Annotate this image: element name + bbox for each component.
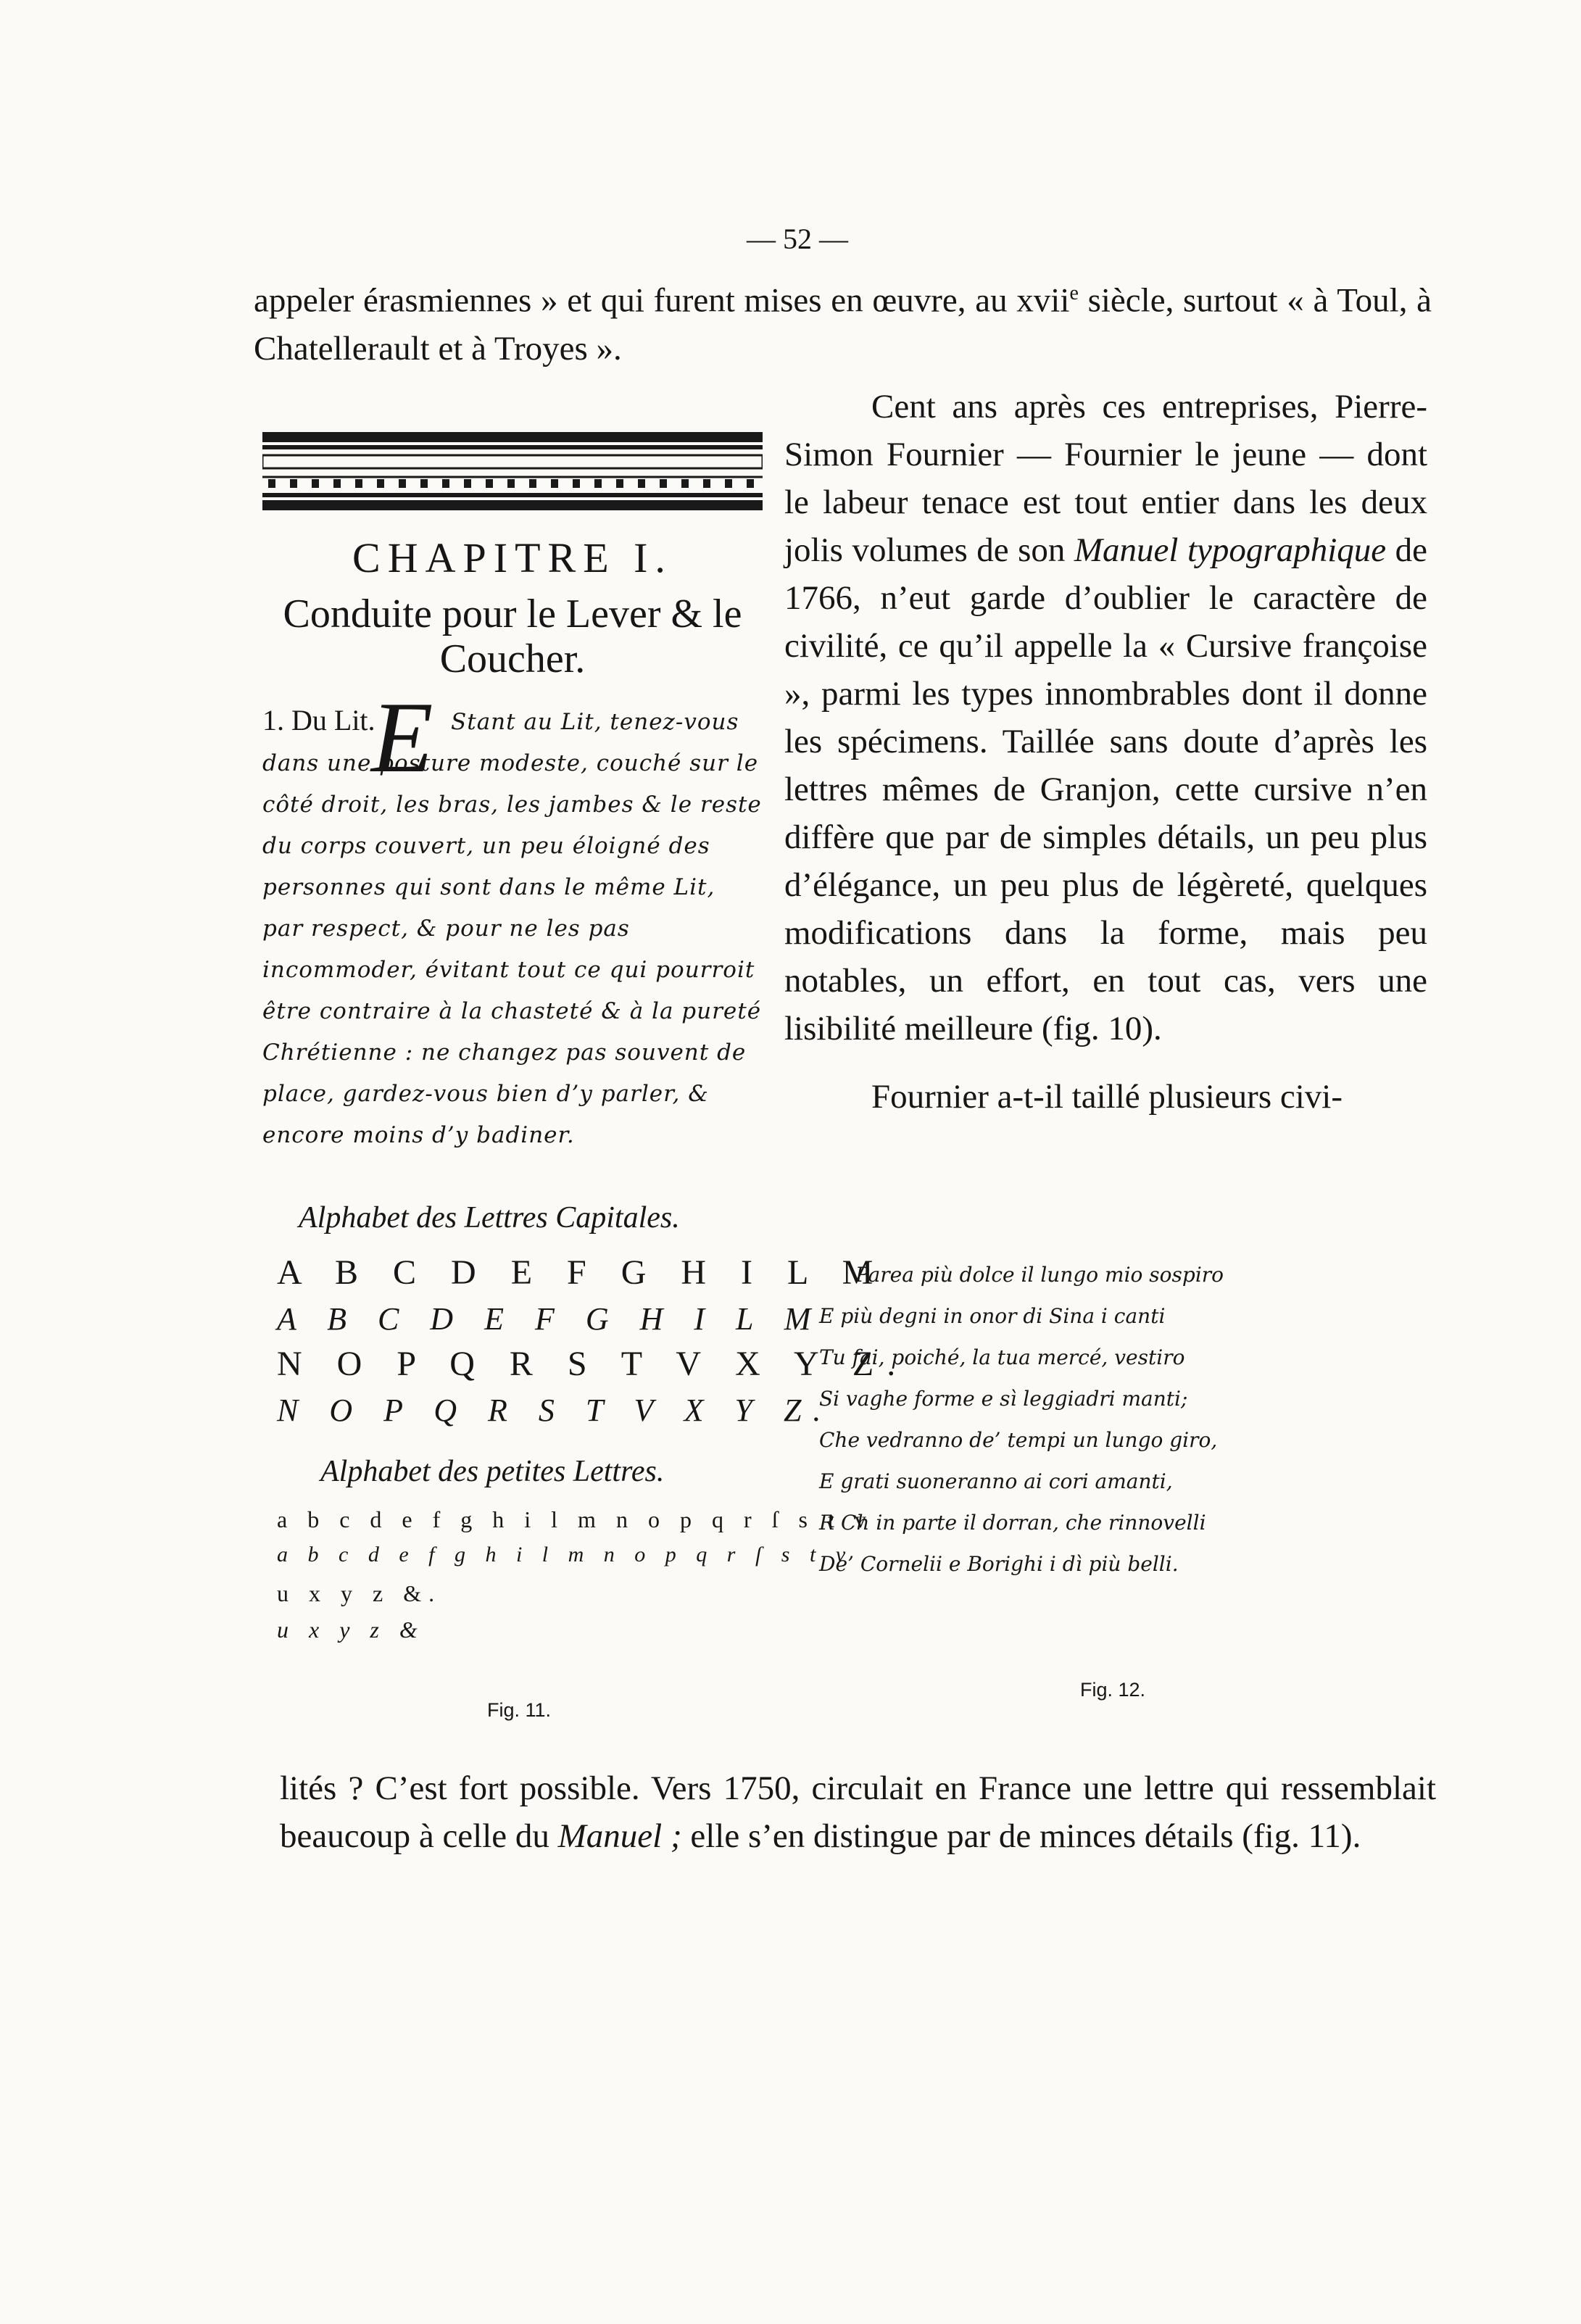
verse-line: Si vaghe forme e sì leggiadri manti; (819, 1387, 1188, 1411)
closing-paragraph (280, 1764, 1436, 1860)
page-number: — 52 — (747, 223, 848, 255)
capitals-row-1: A B C D E F G H I L M (277, 1253, 887, 1292)
figure-12-verse (819, 1254, 1421, 1585)
figure-11-caption: Fig. 11. (487, 1699, 552, 1721)
small-letters-row-2: u x y z &. (277, 1580, 442, 1606)
chapter-subtitle: Conduite pour le Lever & le Coucher. (283, 592, 742, 681)
small-letters-row-1: a b c d e f g h i l m n o p q r ſ s t v (277, 1506, 874, 1532)
right-paragraph-2: Fournier a-t-il taillé plusieurs civi- (871, 1078, 1343, 1116)
capitals-row-2-civilite: N O P Q R S T V X Y Z. (277, 1393, 833, 1428)
verse-line: Tu fai, poiché, la tua mercé, vestiro (819, 1345, 1185, 1369)
verse-line: R Ch in parte il dorran, che rinnovelli (819, 1511, 1206, 1535)
figure-12 (819, 1254, 1421, 1703)
small-letters-row-2-civilite: u x y z & (277, 1617, 425, 1643)
capitals-row-2: N O P Q R S T V X Y Z. (277, 1345, 909, 1383)
verse-line: E più degni in onor di Sina i canti (819, 1304, 1166, 1328)
drop-cap: E (371, 681, 433, 794)
section-label: 1. Du Lit. (262, 704, 375, 736)
intro-superscript: e (1069, 282, 1079, 304)
verse-line: De’ Cornelii e Borighi i dì più belli. (819, 1552, 1179, 1576)
right-paragraph-1 (784, 383, 1427, 1053)
right-column (784, 383, 1427, 1141)
verse-line: Che vedranno de’ tempi un lungo giro, (819, 1428, 1218, 1452)
chapter-title: CHAPITRE I. (352, 534, 673, 581)
p1-italic-title: Manuel typographique (1074, 531, 1387, 569)
small-letters-row-1-civilite: a b c d e f g h i l m n o p q r ſ s t v (277, 1543, 853, 1566)
small-letters-heading: Alphabet des petites Lettres. (320, 1455, 665, 1488)
verse-line: E grati suoneranno ai cori amanti, (819, 1469, 1173, 1493)
closing-text-b: elle s’en distingue par de minces détails (fig. 11). (681, 1817, 1361, 1855)
civilite-text: Stant au Lit, tenez-vous dans une posture modeste, couché sur le côté droit, les bras, les jambes & le reste du corps couvert, un peu éloigné des personnes qui sont dans le même Lit, par respect, & pour ne les pas incommoder, évitant tout ce qui pourroit être contraire à la chasteté & à la pureté Chrétienne : ne changez pas souvent de place, gardez-vous bien d’y parler, & encore moins d’y badiner. (262, 709, 762, 1148)
p1-text-b: de 1766, n’eut garde d’oublier le caractère de civilité, ce qu’il appelle la « Cursive françoise », parmi les types innombrables dont il donne les spécimens. Taillée sans doute d’après les lettres mêmes de Granjon, cette cursive n’en diffère que par de simples détails, un peu plus d’élégance, un peu plus de légèreté, quelques modifications dans la forme, mais peu notables, un effort, en tout cas, vers une lisibilité meilleure (fig. 10). (784, 531, 1427, 1047)
closing-text-a: lités ? C’est fort possible. Vers 1750, circulait en France une lettre qui ressemblait beaucoup à celle du (280, 1769, 1436, 1855)
capitals-heading: Alphabet des Lettres Capitales. (299, 1201, 680, 1234)
intro-text: appeler érasmiennes » et qui furent mises en œuvre, au xvii (254, 281, 1070, 320)
figure-11 (262, 426, 909, 1731)
verse-line: Parea più dolce il lungo mio sospiro (855, 1263, 1224, 1287)
closing-italic-title: Manuel ; (557, 1817, 682, 1855)
ornament-border (262, 426, 763, 520)
capitals-row-1-civilite: A B C D E F G H I L M (277, 1301, 823, 1337)
intro-paragraph (254, 270, 1432, 373)
intro-text-end: siècle, surtout « à Toul, à Chatellerault et à Troyes ». (254, 281, 1432, 368)
p1-text-a: Cent ans après ces entreprises, Pierre-Simon Fournier — Fournier le jeune — dont le labeur tenace est tout entier dans les deux jolis volumes de son (784, 388, 1427, 569)
figure-12-caption: Fig. 12. (1080, 1679, 1146, 1701)
